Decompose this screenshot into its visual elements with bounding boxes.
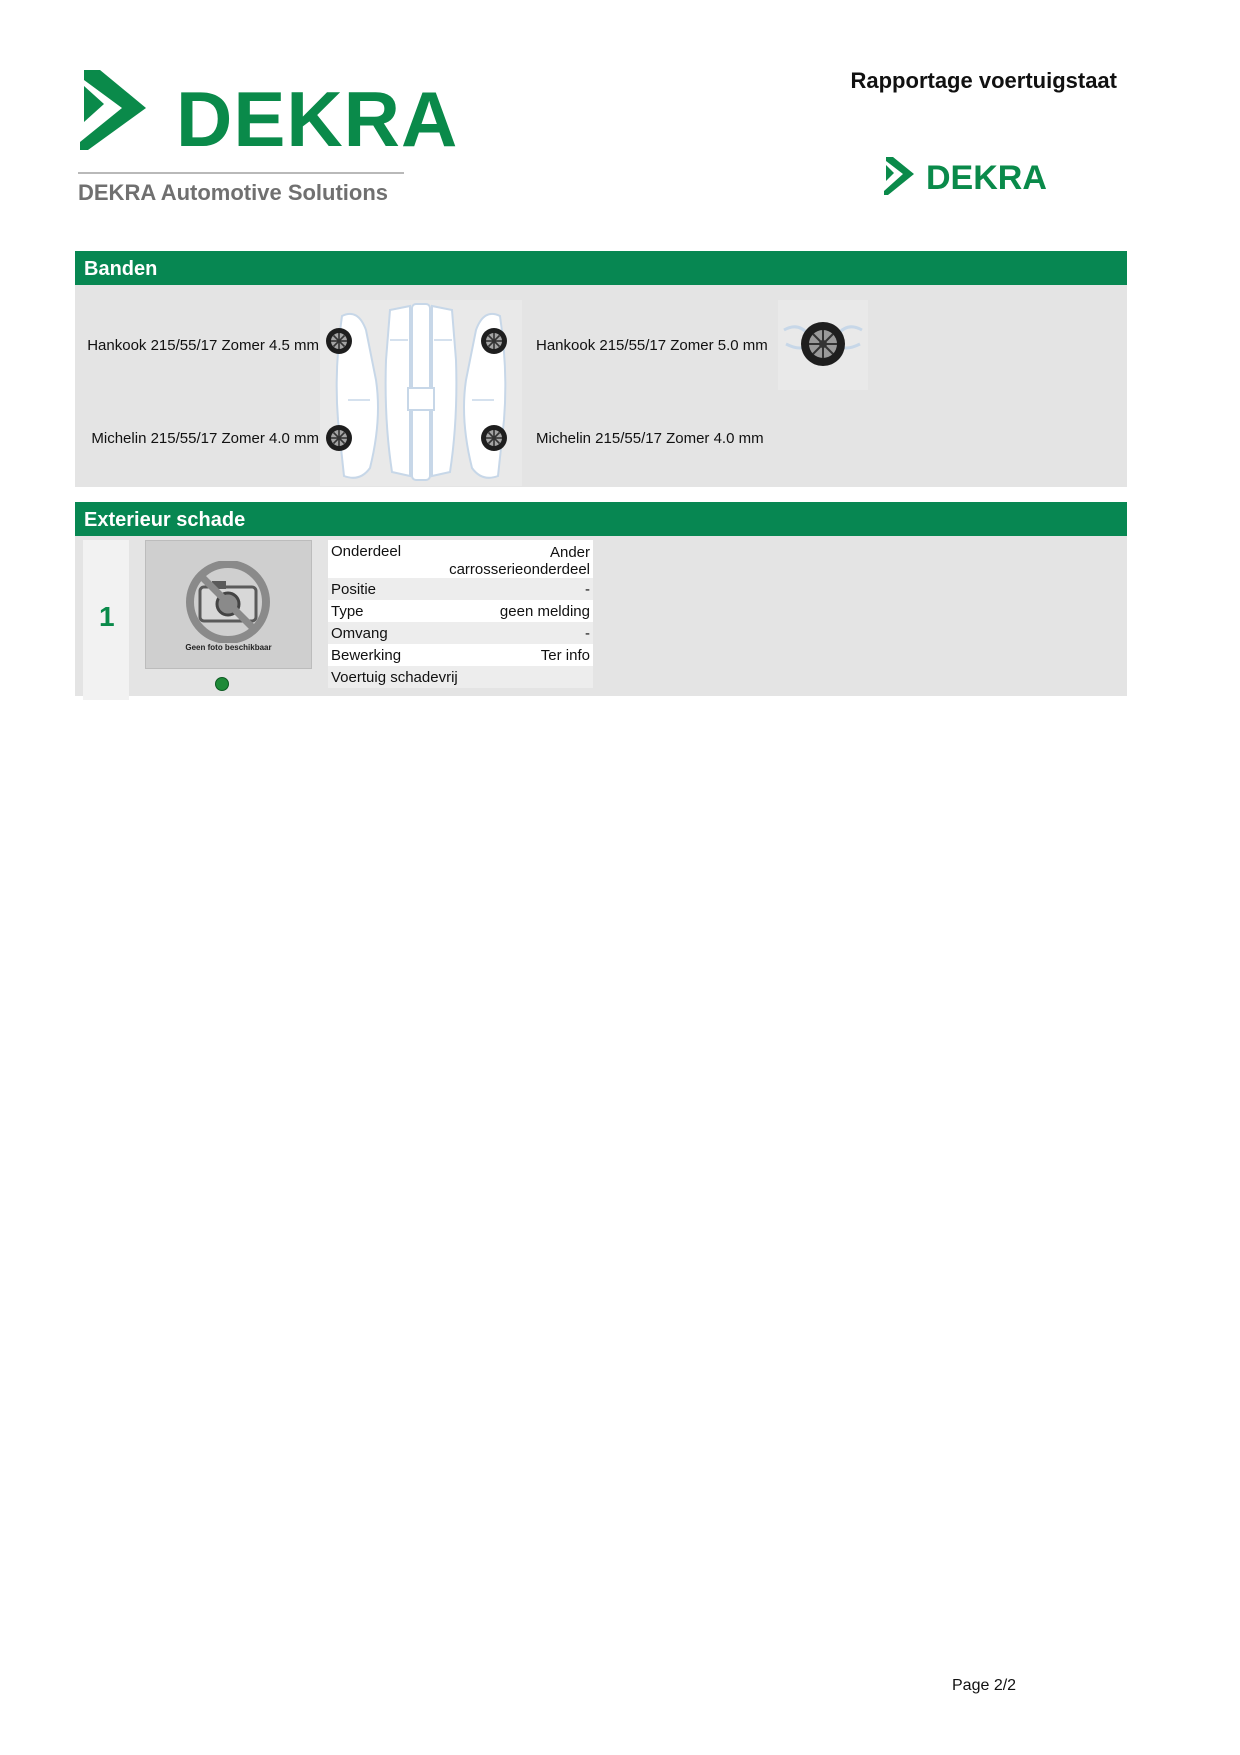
tyre-icon [325, 424, 353, 452]
damage-row-label: Bewerking [331, 647, 402, 664]
tyres-panel [75, 285, 1127, 487]
damage-row-value: geen melding [499, 603, 590, 620]
damage-row [328, 540, 593, 578]
page-title: Rapportage voertuigstaat [850, 68, 1117, 93]
dekra-arrow-icon [76, 70, 156, 162]
damage-row [328, 644, 593, 666]
spare-tyre-diagram-icon [778, 300, 868, 390]
no-photo-icon [182, 561, 274, 643]
logo-tagline: DEKRA Automotive Solutions [78, 180, 389, 205]
damage-photo-placeholder[interactable] [145, 540, 312, 669]
no-photo-caption: Geen foto beschikbaar [185, 643, 272, 652]
damage-row-value: Ander carrosserieonderdeel [449, 544, 590, 578]
damage-row [328, 600, 593, 622]
tyre-icon [480, 424, 508, 452]
damage-row-value: Ter info [540, 647, 590, 664]
section-header-banden: Banden [75, 251, 1127, 285]
damage-row-label: Voertuig schadevrij [331, 669, 458, 686]
damage-row [328, 666, 593, 688]
dekra-arrow-icon [882, 157, 918, 199]
damage-row-label: Type [331, 603, 364, 620]
tyre-icon [325, 327, 353, 355]
logo-divider [78, 172, 404, 174]
tyre-front-right: Hankook 215/55/17 Zomer 5.0 mm [536, 337, 768, 354]
logo-wordmark: DEKRA [176, 75, 459, 163]
status-dot-icon [215, 677, 229, 691]
section-header-exterieur-schade: Exterieur schade [75, 502, 1127, 536]
dekra-logo-small [882, 155, 1047, 205]
page-number: Page 2/2 [952, 1677, 1017, 1694]
tyre-rear-right: Michelin 215/55/17 Zomer 4.0 mm [536, 430, 764, 447]
damage-row-value: - [585, 625, 590, 642]
tyre-rear-left: Michelin 215/55/17 Zomer 4.0 mm [91, 430, 319, 447]
damage-row [328, 622, 593, 644]
tyre-front-left: Hankook 215/55/17 Zomer 4.5 mm [87, 337, 319, 354]
logo-wordmark-small: DEKRA [926, 159, 1047, 197]
damage-row-label: Onderdeel [331, 543, 402, 560]
damage-row-label: Positie [331, 581, 377, 598]
tyre-icon [480, 327, 508, 355]
damage-row-value: - [585, 581, 590, 598]
dekra-logo [76, 70, 459, 210]
damage-row [328, 578, 593, 600]
damage-number: 1 [99, 601, 115, 632]
damage-row-label: Omvang [331, 625, 388, 642]
